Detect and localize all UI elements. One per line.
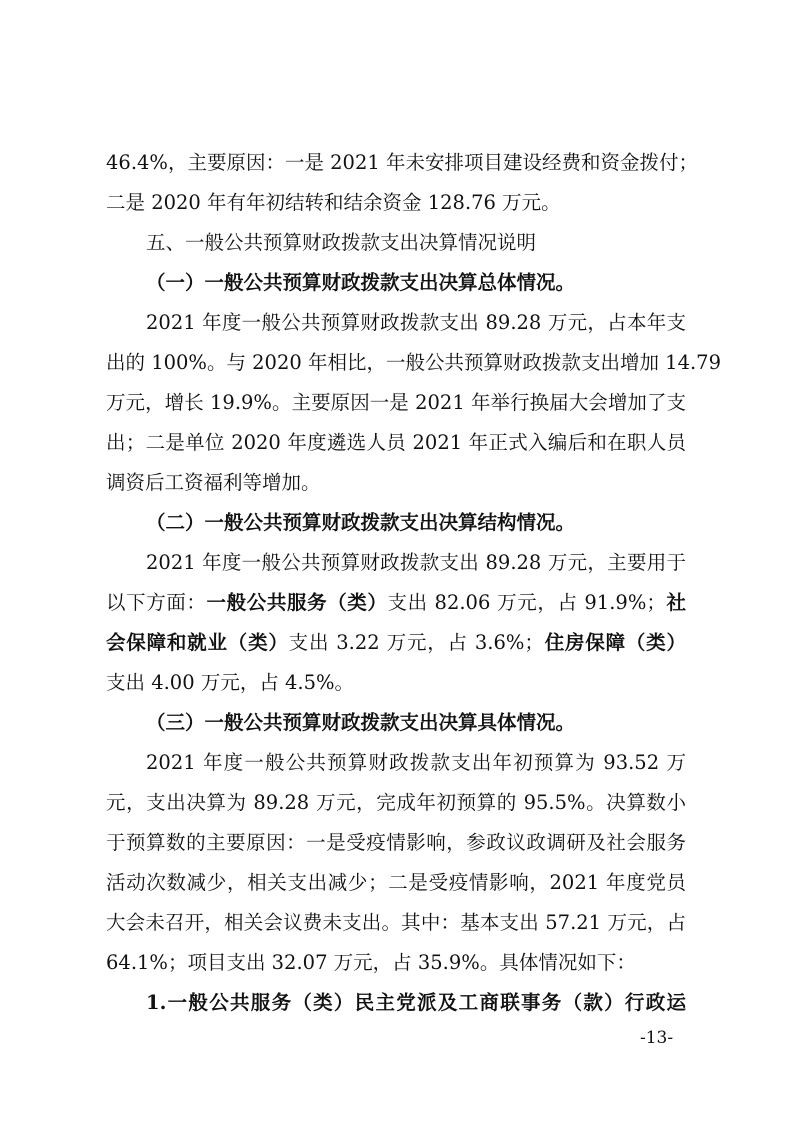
paragraph-line: 出；二是单位 2020 年度遴选人员 2021 年正式入编后和在职人员 [106, 431, 686, 454]
section-heading: 五、一般公共预算财政拨款支出决算情况说明 [146, 231, 537, 254]
subsection-heading: （一）一般公共预算财政拨款支出决算总体情况。 [146, 271, 576, 294]
paragraph-line: 调资后工资福利等增加。 [106, 471, 321, 494]
bold-category: 社 [665, 591, 686, 614]
text-run: 支出 82.06 万元，占 91.9%； [387, 591, 666, 614]
paragraph-line: 支出 4.00 万元，占 4.5%。 [106, 671, 355, 694]
paragraph-line: 2021 年度一般公共预算财政拨款支出年初预算为 93.52 万 [146, 751, 686, 774]
paragraph-line: 出的 100%。与 2020 年相比，一般公共预算财政拨款支出增加 14.79 [106, 351, 721, 374]
subsection-heading: （二）一般公共预算财政拨款支出决算结构情况。 [146, 511, 576, 534]
paragraph-line: 64.1%；项目支出 32.07 万元，占 35.9%。具体情况如下： [106, 951, 636, 974]
paragraph-line [106, 586, 686, 620]
paragraph-line [106, 626, 686, 660]
paragraph-line: 于预算数的主要原因：一是受疫情影响，参政议政调研及社会服务 [106, 831, 686, 854]
text-run: 以下方面： [106, 591, 207, 614]
paragraph-line: 2021 年度一般公共预算财政拨款支出 89.28 万元，占本年支 [146, 311, 686, 334]
paragraph-line: 万元，增长 19.9%。主要原因一是 2021 年举行换届大会增加了支 [106, 391, 686, 414]
bold-category: 一般公共服务（类） [206, 591, 388, 614]
paragraph-line: 2021 年度一般公共预算财政拨款支出 89.28 万元，主要用于 [146, 551, 686, 574]
page-number: -13- [640, 1028, 674, 1048]
subsection-heading: 1.一般公共服务（类）民主党派及工商联事务（款）行政运 [146, 991, 686, 1014]
subsection-heading: （三）一般公共预算财政拨款支出决算具体情况。 [146, 711, 576, 734]
paragraph-line: 元，支出决算为 89.28 万元，完成年初预算的 95.5%。决算数小 [106, 791, 686, 814]
paragraph-line: 大会未召开，相关会议费未支出。其中：基本支出 57.21 万元，占 [106, 911, 686, 934]
bold-category: 住房保障（类） [543, 631, 686, 654]
bold-category: 会保障和就业（类） [106, 631, 289, 654]
paragraph-line: 46.4%，主要原因：一是 2021 年未安排项目建设经费和资金拨付； [106, 151, 698, 174]
text-run: 支出 3.22 万元，占 3.6%； [288, 631, 544, 654]
paragraph-line: 二是 2020 年有年初结转和结余资金 128.76 万元。 [106, 191, 561, 214]
paragraph-line: 活动次数减少，相关支出减少；二是受疫情影响，2021 年度党员 [106, 871, 686, 894]
